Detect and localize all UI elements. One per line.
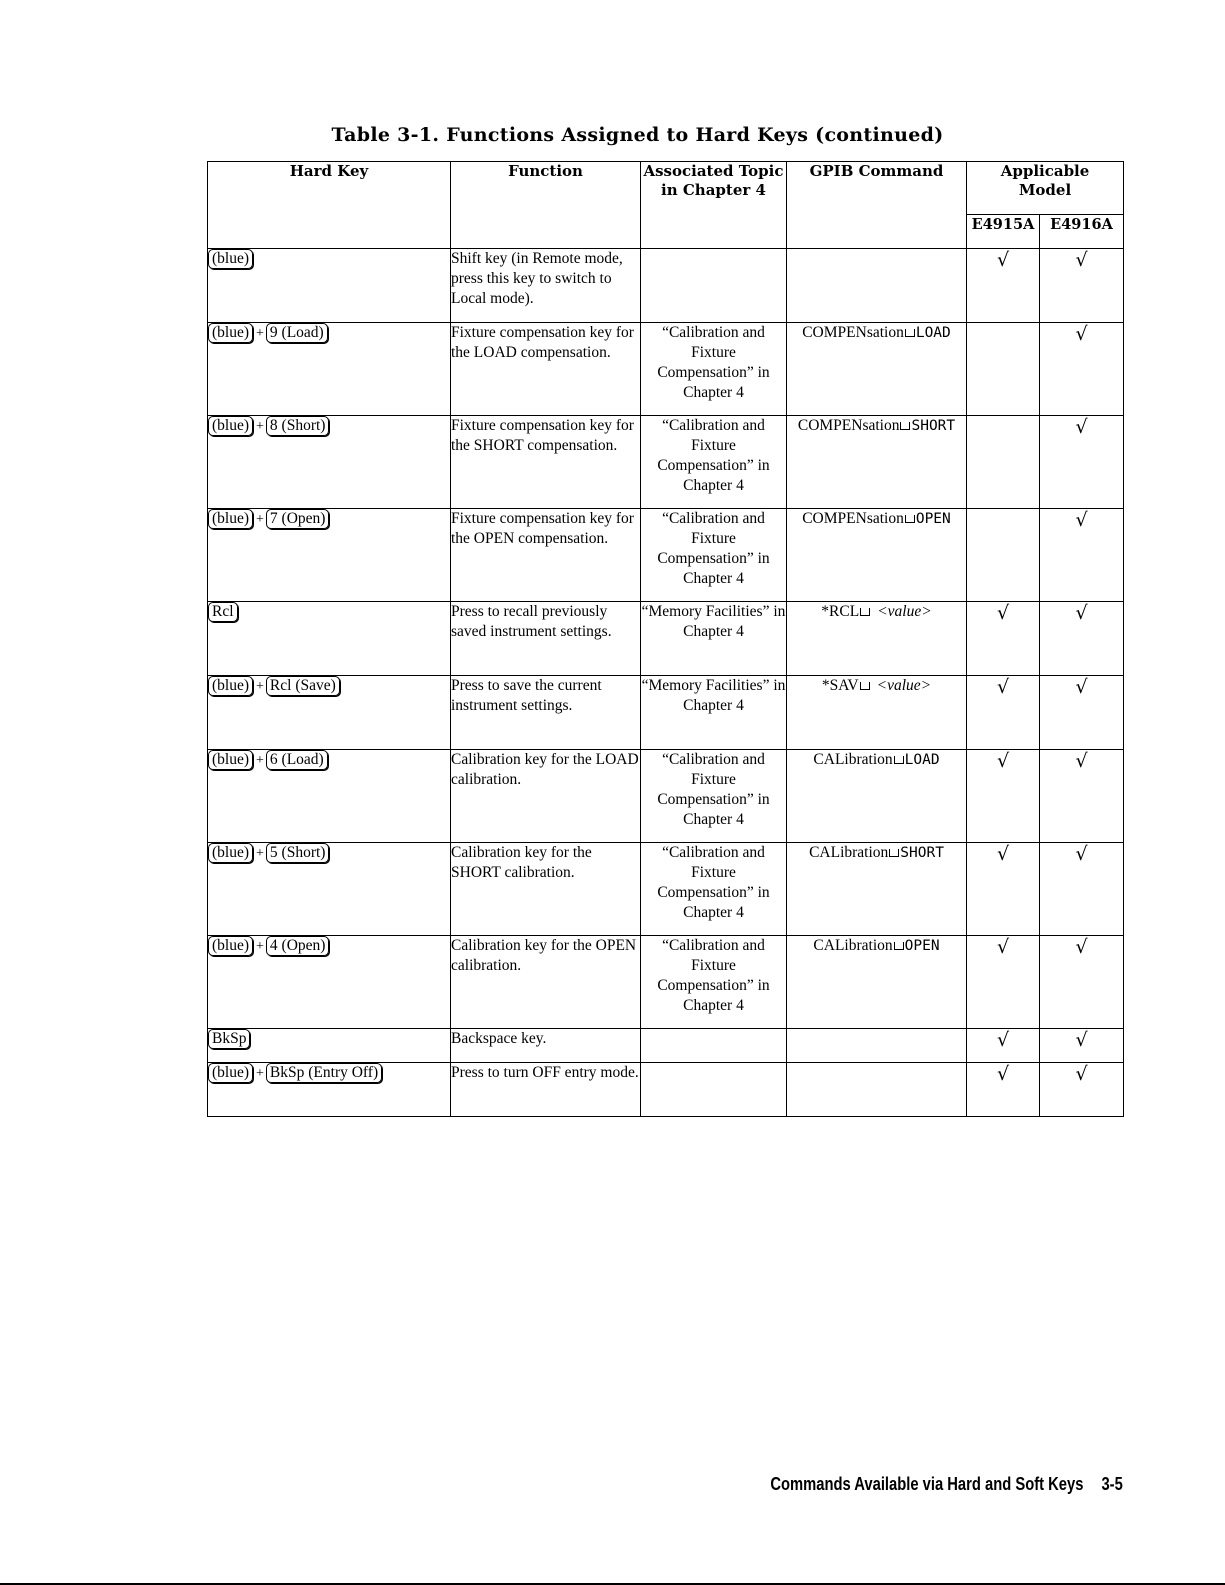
- function-cell: Press to recall previously saved instrument settings.: [451, 602, 641, 676]
- plus-sign: +: [256, 326, 264, 341]
- check-mark-icon: √: [1075, 509, 1088, 531]
- hard-key-cell: [208, 509, 451, 602]
- model-e4915a-cell: [967, 750, 1040, 843]
- model-e4915a-cell: [967, 416, 1040, 509]
- table-row: [208, 936, 1124, 1029]
- hard-key-cap[interactable]: BkSp (Entry Off): [266, 1063, 382, 1083]
- header-topic-line1: Associated Topic: [643, 162, 784, 180]
- check-mark-icon: √: [996, 249, 1010, 271]
- model-e4916a-cell: [1040, 750, 1124, 843]
- plus-sign: +: [256, 419, 264, 434]
- function-cell: Calibration key for the OPEN calibration.: [451, 936, 641, 1029]
- hard-key-cap[interactable]: Rcl: [208, 602, 238, 622]
- gpib-command-prefix: *SAV: [821, 677, 859, 694]
- hard-key-cap[interactable]: (blue): [208, 1063, 253, 1083]
- header-model-line2: Model: [1018, 181, 1072, 199]
- associated-topic-cell: [641, 1029, 787, 1063]
- associated-topic-cell: “Memory Facilities” in Chapter 4: [641, 676, 787, 750]
- hard-key-cell: [208, 249, 451, 323]
- associated-topic-cell: [641, 249, 787, 323]
- check-mark-icon: √: [1075, 416, 1088, 438]
- check-mark-icon: √: [996, 1063, 1010, 1085]
- space-symbol: [860, 682, 870, 690]
- gpib-command-cell: [787, 323, 967, 416]
- gpib-command-prefix: CALibration: [809, 844, 889, 861]
- hard-key-cap[interactable]: 9 (Load): [266, 323, 328, 343]
- check-mark-icon: √: [1075, 249, 1088, 271]
- space-symbol: [860, 608, 870, 616]
- hard-key-cap[interactable]: 4 (Open): [266, 936, 330, 956]
- model-e4916a-cell: [1040, 509, 1124, 602]
- associated-topic-cell: “Calibration and Fixture Compensation” in Chapter 4: [641, 323, 787, 416]
- gpib-command-cell: [787, 509, 967, 602]
- associated-topic-cell: “Calibration and Fixture Compensation” in Chapter 4: [641, 750, 787, 843]
- gpib-command-cell: [787, 843, 967, 936]
- plus-sign: +: [256, 753, 264, 768]
- model-e4916a-cell: [1040, 249, 1124, 323]
- space-symbol: [905, 329, 915, 337]
- footer-section-title: Commands Available via Hard and Soft Keys: [770, 1474, 1084, 1494]
- table-row: [208, 602, 1124, 676]
- check-mark-icon: √: [996, 936, 1010, 958]
- gpib-command-argument: LOAD: [915, 325, 951, 341]
- hard-key-cap[interactable]: (blue): [208, 249, 253, 269]
- function-cell: Press to save the current instrument settings.: [451, 676, 641, 750]
- hard-key-cap[interactable]: Rcl (Save): [266, 676, 340, 696]
- hard-key-cell: [208, 750, 451, 843]
- associated-topic-cell: “Memory Facilities” in Chapter 4: [641, 602, 787, 676]
- model-e4916a-cell: [1040, 323, 1124, 416]
- gpib-command-argument: LOAD: [904, 752, 940, 768]
- gpib-command-prefix: COMPENsation: [802, 510, 904, 527]
- model-e4915a-cell: [967, 509, 1040, 602]
- header-hard-key: Hard Key: [208, 162, 451, 249]
- space-symbol: [905, 515, 915, 523]
- check-mark-icon: √: [996, 750, 1010, 772]
- function-cell: Calibration key for the SHORT calibration.: [451, 843, 641, 936]
- hard-key-cap[interactable]: BkSp: [208, 1029, 250, 1049]
- hard-key-cell: [208, 323, 451, 416]
- check-mark-icon: √: [1075, 843, 1088, 865]
- associated-topic-cell: “Calibration and Fixture Compensation” in Chapter 4: [641, 843, 787, 936]
- model-e4916a-cell: [1040, 1029, 1124, 1063]
- gpib-command-cell: [787, 1029, 967, 1063]
- header-model-e4916a: E4916A: [1040, 215, 1124, 249]
- check-mark-icon: √: [996, 843, 1010, 865]
- header-model-e4915a: E4915A: [967, 215, 1040, 249]
- gpib-command-argument: SHORT: [911, 418, 956, 434]
- hard-key-cell: [208, 1063, 451, 1117]
- gpib-command-prefix: CALibration: [813, 937, 893, 954]
- table-row: [208, 509, 1124, 602]
- hard-key-cap[interactable]: (blue): [208, 936, 253, 956]
- hard-key-cell: [208, 416, 451, 509]
- model-e4915a-cell: [967, 323, 1040, 416]
- plus-sign: +: [256, 939, 264, 954]
- hard-key-cap[interactable]: (blue): [208, 750, 253, 770]
- gpib-command-prefix: COMPENsation: [797, 417, 900, 434]
- space-symbol: [900, 422, 910, 430]
- table-title: Table 3-1. Functions Assigned to Hard Keys (continued): [331, 124, 944, 146]
- gpib-command-cell: [787, 249, 967, 323]
- table-row: [208, 416, 1124, 509]
- gpib-command-argument: OPEN: [904, 938, 940, 954]
- hard-key-cell: [208, 602, 451, 676]
- function-cell: Fixture compensation key for the LOAD compensation.: [451, 323, 641, 416]
- check-mark-icon: √: [1075, 750, 1088, 772]
- plus-sign: +: [256, 679, 264, 694]
- gpib-command-cell: [787, 1063, 967, 1117]
- header-function: Function: [451, 162, 641, 249]
- associated-topic-cell: “Calibration and Fixture Compensation” in Chapter 4: [641, 416, 787, 509]
- gpib-command-cell: [787, 602, 967, 676]
- hard-key-cap[interactable]: (blue): [208, 509, 253, 529]
- associated-topic-cell: “Calibration and Fixture Compensation” in Chapter 4: [641, 509, 787, 602]
- space-symbol: [894, 756, 904, 764]
- check-mark-icon: √: [1075, 602, 1088, 624]
- check-mark-icon: √: [996, 602, 1010, 624]
- model-e4915a-cell: [967, 249, 1040, 323]
- model-e4916a-cell: [1040, 936, 1124, 1029]
- gpib-command-cell: [787, 936, 967, 1029]
- hard-key-cap[interactable]: (blue): [208, 843, 253, 863]
- gpib-command-prefix: CALibration: [813, 751, 893, 768]
- check-mark-icon: √: [1075, 1029, 1088, 1051]
- check-mark-icon: √: [1075, 1063, 1088, 1085]
- plus-sign: +: [256, 512, 264, 527]
- gpib-command-value: <value>: [877, 603, 932, 620]
- gpib-command-argument: SHORT: [900, 845, 944, 861]
- table-row: [208, 843, 1124, 936]
- hard-keys-table: [207, 161, 1124, 1117]
- gpib-command-cell: [787, 676, 967, 750]
- model-e4916a-cell: [1040, 843, 1124, 936]
- check-mark-icon: √: [996, 676, 1010, 698]
- hard-key-cell: [208, 1029, 451, 1063]
- check-mark-icon: √: [1075, 323, 1088, 345]
- gpib-command-value: <value>: [876, 677, 932, 694]
- associated-topic-cell: [641, 1063, 787, 1117]
- hard-key-cell: [208, 843, 451, 936]
- table-row: [208, 750, 1124, 843]
- plus-sign: +: [256, 846, 264, 861]
- hard-key-cap[interactable]: (blue): [208, 323, 253, 343]
- model-e4915a-cell: [967, 676, 1040, 750]
- page-footer: [771, 1474, 1123, 1495]
- model-e4915a-cell: [967, 843, 1040, 936]
- check-mark-icon: √: [996, 1029, 1010, 1051]
- header-applicable-model: [967, 162, 1124, 215]
- hard-key-cell: [208, 936, 451, 1029]
- table-row: [208, 1029, 1124, 1063]
- hard-key-cap[interactable]: 8 (Short): [266, 416, 330, 436]
- hard-key-cell: [208, 676, 451, 750]
- model-e4916a-cell: [1040, 1063, 1124, 1117]
- function-cell: Fixture compensation key for the SHORT compensation.: [451, 416, 641, 509]
- function-cell: Backspace key.: [451, 1029, 641, 1063]
- gpib-command-cell: [787, 750, 967, 843]
- model-e4915a-cell: [967, 1029, 1040, 1063]
- header-gpib-command: GPIB Command: [787, 162, 967, 249]
- table-row: [208, 249, 1124, 323]
- associated-topic-cell: “Calibration and Fixture Compensation” in Chapter 4: [641, 936, 787, 1029]
- table-body: [208, 249, 1124, 1117]
- model-e4915a-cell: [967, 602, 1040, 676]
- gpib-command-prefix: COMPENsation: [802, 324, 904, 341]
- space-symbol: [889, 849, 899, 857]
- function-cell: Calibration key for the LOAD calibration.: [451, 750, 641, 843]
- model-e4915a-cell: [967, 1063, 1040, 1117]
- hard-key-cap[interactable]: (blue): [208, 676, 253, 696]
- plus-sign: +: [256, 1066, 264, 1081]
- hard-key-cap[interactable]: 6 (Load): [266, 750, 328, 770]
- hard-key-cap[interactable]: (blue): [208, 416, 253, 436]
- table-row: [208, 323, 1124, 416]
- table-row: [208, 676, 1124, 750]
- model-e4916a-cell: [1040, 602, 1124, 676]
- header-associated-topic: [641, 162, 787, 249]
- gpib-command-argument: OPEN: [915, 511, 951, 527]
- gpib-command-prefix: *RCL: [821, 603, 860, 620]
- model-e4915a-cell: [967, 936, 1040, 1029]
- function-cell: Press to turn OFF entry mode.: [451, 1063, 641, 1117]
- check-mark-icon: √: [1075, 676, 1088, 698]
- function-cell: Fixture compensation key for the OPEN compensation.: [451, 509, 641, 602]
- model-e4916a-cell: [1040, 676, 1124, 750]
- header-model-line1: Applicable: [1000, 162, 1090, 180]
- hard-key-cap[interactable]: 7 (Open): [266, 509, 330, 529]
- hard-key-cap[interactable]: 5 (Short): [266, 843, 330, 863]
- space-symbol: [894, 942, 904, 950]
- model-e4916a-cell: [1040, 416, 1124, 509]
- function-cell: Shift key (in Remote mode, press this key to switch to Local mode).: [451, 249, 641, 323]
- footer-page-number: 3-5: [1101, 1474, 1123, 1494]
- header-topic-line2: in Chapter 4: [661, 181, 766, 199]
- gpib-command-cell: [787, 416, 967, 509]
- table-row: [208, 1063, 1124, 1117]
- check-mark-icon: √: [1075, 936, 1088, 958]
